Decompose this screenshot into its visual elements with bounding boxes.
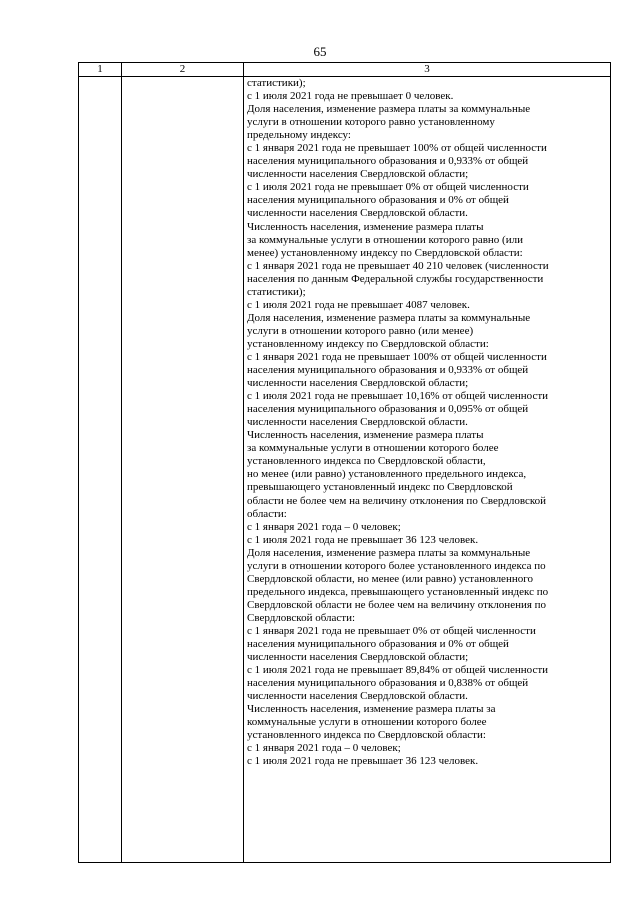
text-line: установленного индекса по Свердловской области, [247, 455, 486, 468]
text-line: с 1 июля 2021 года не превышает 4087 человек. [247, 298, 470, 311]
text-line: Численность населения, изменение размера платы за [247, 703, 496, 716]
text-line: но менее (или равно) установленного предельного индекса, [247, 468, 527, 481]
text-line: Доля населения, изменение размера платы за коммунальные [247, 311, 531, 324]
text-line: предельного индекса, превышающего установленный индекс по [247, 585, 549, 598]
cell-col-2 [122, 77, 244, 863]
text-line: численности населения Свердловской области; [247, 651, 469, 664]
column-header-1: 1 [79, 63, 122, 77]
column-header-2: 2 [122, 63, 244, 77]
text-line: статистики); [247, 285, 306, 298]
text-line: с 1 января 2021 года – 0 человек; [247, 520, 401, 533]
text-line: за коммунальные услуги в отношении которого более [247, 442, 499, 455]
column-header-3: 3 [244, 63, 611, 77]
text-line: с 1 июля 2021 года не превышает 89,84% от общей численности [247, 664, 549, 677]
text-line: Свердловской области, но менее (или равно) установленного [247, 572, 533, 585]
table-header-row [79, 63, 611, 77]
text-line: услуги в отношении которого равно (или менее) [247, 324, 474, 337]
text-line: услуги в отношении которого равно установленному [247, 116, 495, 129]
text-line: за коммунальные услуги в отношении которого равно (или [247, 233, 523, 246]
cell-text [247, 77, 608, 768]
text-line: предельному индексу: [247, 129, 351, 142]
text-line: коммунальные услуги в отношении которого более [247, 716, 487, 729]
text-line: с 1 июля 2021 года не превышает 10,16% от общей численности [247, 390, 549, 403]
text-line: Численность населения, изменение размера платы [247, 220, 484, 233]
text-line: численности населения Свердловской области; [247, 377, 469, 390]
text-line: населения муниципального образования и 0% от общей [247, 194, 509, 207]
text-line: Свердловской области: [247, 611, 356, 624]
text-line: численности населения Свердловской области; [247, 168, 469, 181]
text-line: численности населения Свердловской области. [247, 690, 468, 703]
text-line: населения муниципального образования и 0,933% от общей [247, 364, 529, 377]
text-line: численности населения Свердловской области. [247, 416, 468, 429]
text-line: с 1 января 2021 года – 0 человек; [247, 742, 401, 755]
text-line: Доля населения, изменение размера платы за коммунальные [247, 103, 531, 116]
text-line: области не более чем на величину отклонения по Свердловской [247, 494, 547, 507]
text-line: населения муниципального образования и 0% от общей [247, 638, 509, 651]
text-line: области: [247, 507, 287, 520]
text-line: Доля населения, изменение размера платы за коммунальные [247, 546, 531, 559]
text-line: статистики); [247, 77, 306, 89]
text-line: с 1 июля 2021 года не превышает 0 человек. [247, 90, 454, 103]
cell-col-1 [79, 77, 122, 863]
text-line: с 1 июля 2021 года не превышает 0% от общей численности [247, 181, 529, 194]
text-line: населения муниципального образования и 0,933% от общей [247, 155, 529, 168]
text-line: с 1 июля 2021 года не превышает 36 123 человек. [247, 533, 479, 546]
text-line: численности населения Свердловской области. [247, 207, 468, 220]
text-line: Численность населения, изменение размера платы [247, 429, 484, 442]
page-number: 65 [313, 44, 327, 59]
text-line: населения муниципального образования и 0,095% от общей [247, 403, 529, 416]
text-line: Свердловской области не более чем на величину отклонения по [247, 598, 547, 611]
text-line: установленному индексу по Свердловской области: [247, 337, 489, 350]
document-table [78, 62, 611, 863]
text-line: превышающего установленный индекс по Свердловской [247, 481, 513, 494]
text-line: с 1 июля 2021 года не превышает 36 123 человек. [247, 755, 479, 768]
text-line: с 1 января 2021 года не превышает 0% от общей численности [247, 624, 536, 637]
cell-col-3 [244, 77, 611, 863]
text-line: установленного индекса по Свердловской области: [247, 729, 486, 742]
text-line: с 1 января 2021 года не превышает 40 210 человек (численности [247, 259, 549, 272]
text-line: с 1 января 2021 года не превышает 100% от общей численности [247, 350, 547, 363]
table-row [79, 77, 611, 863]
text-line: населения муниципального образования и 0,838% от общей [247, 677, 529, 690]
text-line: менее) установленному индексу по Свердловской области: [247, 246, 523, 259]
text-line: населения по данным Федеральной службы государственности [247, 272, 544, 285]
text-line: с 1 января 2021 года не превышает 100% от общей численности [247, 142, 547, 155]
text-line: услуги в отношении которого более установленного индекса по [247, 559, 546, 572]
